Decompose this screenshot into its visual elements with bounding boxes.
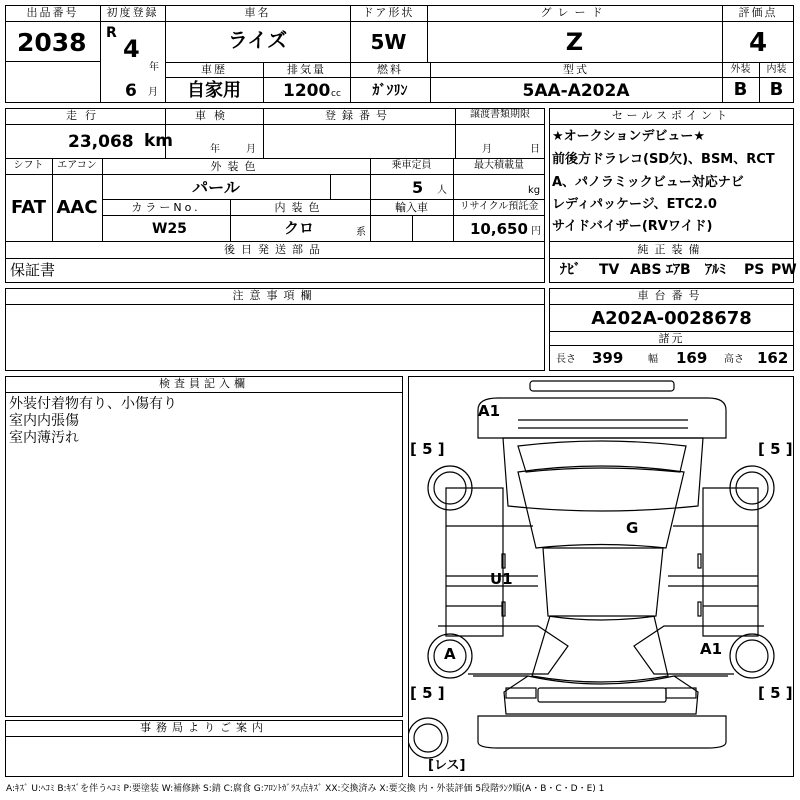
import-label: 輸入車: [395, 201, 428, 214]
windshield: [518, 466, 684, 548]
shift-label: シフト: [13, 160, 44, 171]
height-value: 162: [757, 349, 789, 367]
inspector-line: 室内薄汚れ: [9, 430, 79, 446]
later-parts-value: 保証書: [10, 261, 56, 279]
car-name-label: 車名: [244, 6, 271, 19]
damage-mark-right-rear-wheel: A1: [700, 640, 723, 658]
equipment-item: ｴｱB: [666, 262, 691, 278]
first-reg-year-unit: 年: [149, 62, 159, 73]
length-value: 399: [592, 349, 624, 367]
dimensions-label: 諸元: [658, 332, 685, 345]
rear-window: [532, 616, 668, 682]
score-label: 評価点: [738, 6, 778, 19]
recycle-value: 10,650: [470, 220, 528, 238]
lot-no-label: 出品番号: [26, 6, 79, 19]
exterior-grade-label: 外装: [730, 64, 751, 75]
sales-point-line: A、パノラミックビュー対応ナビ: [552, 175, 744, 190]
fuel-value: ｶﾞｿﾘﾝ: [372, 83, 408, 99]
sales-point-line: 前後方ドラレコ(SD欠)、BSM、RCT: [552, 152, 775, 167]
equipment-item: ABS: [630, 262, 662, 278]
sales-point-line: レディパッケージ、ETC2.0: [552, 197, 717, 212]
damage-mark-left-rear-wheel: A: [444, 645, 456, 663]
inspector-line: 外装付着物有り、小傷有り: [9, 396, 177, 412]
aircon-label: エアコン: [57, 160, 97, 171]
first-reg-era: R: [106, 25, 117, 41]
capacity-label: 乗車定員: [391, 160, 432, 171]
transfer-day-unit: 日: [530, 144, 540, 155]
history-value: 自家用: [187, 80, 241, 101]
damage-mark-front-bumper: A1: [478, 402, 501, 420]
car-name-value: ライズ: [227, 28, 288, 52]
length-label: 長さ: [556, 354, 576, 365]
equipment-item: PW: [771, 262, 797, 278]
transfer-month-unit: 月: [482, 144, 492, 155]
door-label: ドア形状: [362, 6, 415, 19]
inspection-month-unit: 月: [246, 144, 256, 155]
hood: [503, 438, 703, 511]
score-value: 4: [748, 28, 768, 58]
fuel-label: 燃料: [377, 63, 403, 76]
door-value: 5W: [370, 30, 407, 54]
height-label: 高さ: [724, 354, 744, 365]
front-bumper-bar: [530, 381, 674, 391]
equipment-item: ｱﾙﾐ: [705, 262, 726, 278]
inspection-label: 車検: [195, 109, 233, 122]
displacement-label: 排気量: [287, 63, 326, 76]
mileage-value: 23,068: [68, 132, 134, 152]
later-parts-label: 後日発送部品: [224, 243, 326, 256]
width-value: 169: [676, 349, 708, 367]
ext-color-value: パール: [192, 178, 240, 197]
tire-depth-rear-right: [ 5 ]: [758, 684, 793, 702]
capacity-value: 5: [412, 178, 424, 197]
aircon-value: AAC: [56, 197, 98, 218]
int-color-label: 内装色: [274, 201, 326, 214]
legend-text: A:ｷｽﾞ U:ﾍｺﾐ B:ｷｽﾞを伴うﾍｺﾐ P:要塗装 W:補修跡 S:錆 C:腐食 G:ﾌﾛﾝﾄｶﾞﾗｽ点ｷｽﾞ XX:交換済み X:要交換 内・外装評価 5段階ﾗﾝｸ順(A・B・C・D・E) 1: [6, 784, 605, 794]
ext-color-label: 外装色: [210, 160, 262, 173]
displacement-value: 1200: [283, 81, 331, 101]
width-label: 幅: [648, 354, 658, 365]
spare-tire-mark: [レス]: [428, 758, 466, 773]
inspection-year-unit: 年: [210, 144, 220, 155]
sales-point-line: サイドバイザー(RVワイド): [552, 219, 713, 234]
mileage-unit: km: [144, 131, 174, 151]
notes-label: 注意事項欄: [232, 289, 318, 302]
office-label: 事務局よりご案内: [140, 721, 268, 734]
front-bumper: [478, 398, 726, 438]
max-load-label: 最大積載量: [474, 160, 524, 171]
damage-mark-left-door: U1: [490, 570, 513, 588]
damage-mark-roof: G: [626, 519, 639, 537]
right-door-handle-front: [698, 554, 701, 568]
chassis-label: 車台番号: [637, 289, 706, 302]
interior-grade-label: 内装: [766, 64, 787, 75]
sales-points-label: セールスポイント: [611, 109, 731, 122]
color-no-value: W25: [152, 221, 187, 237]
roof: [543, 548, 663, 620]
lot-no-value: 2038: [17, 28, 87, 57]
grade-value: Z: [565, 28, 584, 56]
tire-depth-rear-left: [ 5 ]: [410, 684, 445, 702]
chassis-value: A202A-0028678: [591, 308, 752, 329]
shift-value: FAT: [10, 197, 47, 218]
equipment-item: ﾅﾋﾞ: [560, 262, 581, 278]
recycle-unit: 円: [531, 226, 541, 237]
interior-grade-value: B: [769, 79, 784, 100]
mileage-label: 走行: [66, 109, 104, 122]
reg-no-label: 登録番号: [325, 109, 393, 122]
tire-depth-front-left: [ 5 ]: [410, 440, 445, 458]
first-reg-year: 4: [123, 35, 140, 63]
inspector-line: 室内内張傷: [9, 413, 79, 429]
history-label: 車歴: [201, 63, 227, 76]
int-color-unit: 系: [356, 227, 366, 238]
equipment-item: TV: [599, 262, 620, 278]
equipment-label: 純正装備: [637, 243, 706, 256]
first-reg-month: 6: [125, 81, 137, 101]
color-no-label: カラーNo.: [131, 201, 201, 214]
displacement-unit: cc: [331, 89, 341, 99]
rear-bumper: [478, 716, 726, 748]
first-reg-month-unit: 月: [148, 87, 158, 98]
sales-point-line: ★オークションデビュー★: [552, 129, 706, 144]
inspector-label: 検査員記入欄: [159, 377, 249, 390]
model-value: 5AA-A202A: [522, 81, 630, 101]
tire-depth-front-right: [ 5 ]: [758, 440, 793, 458]
int-color-value: クロ: [284, 219, 315, 237]
first-reg-label: 初度登録: [106, 6, 159, 19]
left-body: [446, 488, 503, 636]
exterior-grade-value: B: [733, 79, 748, 100]
equipment-item: PS: [744, 262, 765, 278]
recycle-label: リサイクル預託金: [459, 201, 539, 212]
capacity-unit: 人: [437, 185, 447, 196]
model-label: 型式: [563, 63, 589, 76]
transfer-label: 譲渡書類期限: [470, 109, 530, 120]
right-door-handle-rear: [698, 602, 701, 616]
car-damage-diagram: [408, 376, 794, 777]
max-load-unit: kg: [528, 185, 541, 196]
grade-label: グレード: [540, 6, 609, 19]
